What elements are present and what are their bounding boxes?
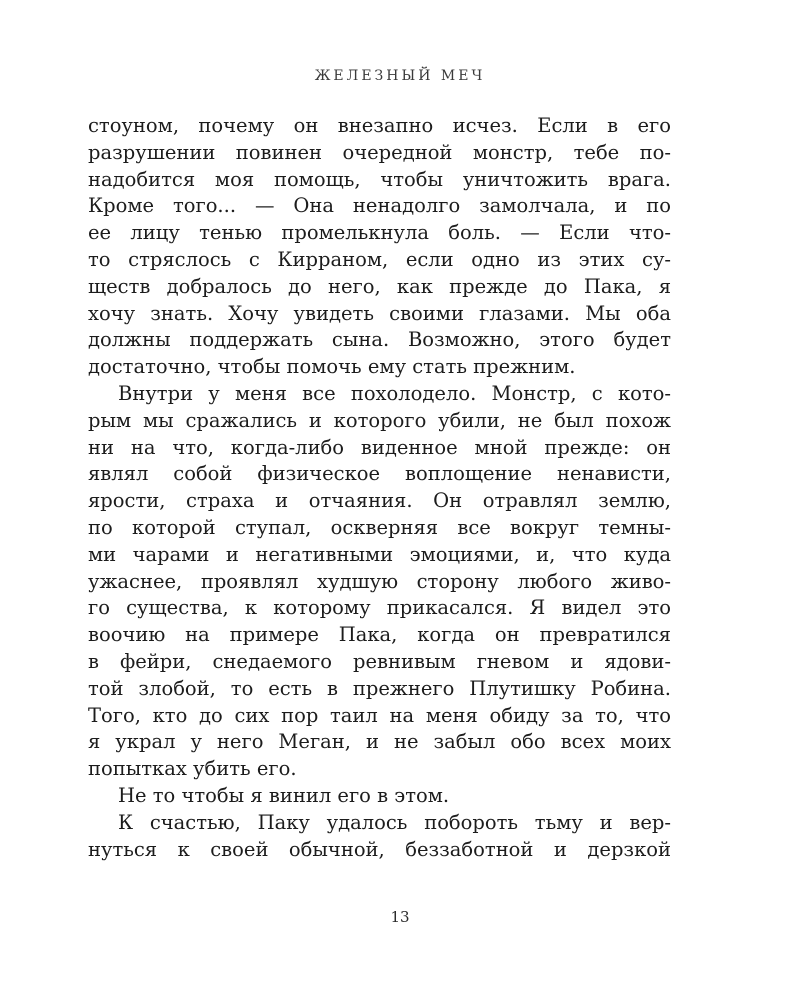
text-line: в фейри, снедаемого ревнивым гневом и ядови-: [88, 649, 671, 673]
text-line: хочу знать. Хочу увидеть своими глазами. Мы оба: [88, 301, 671, 325]
text-line: Кроме того... — Она ненадолго замолчала, и по: [88, 194, 671, 218]
text-line: являл собой физическое воплощение ненависти,: [88, 462, 671, 486]
text-line: должны поддержать сына. Возможно, этого будет: [88, 328, 671, 352]
text-line: рым мы сражались и которого убили, не был похож: [88, 408, 671, 432]
text-line-paragraph-end: достаточно, чтобы помочь ему стать прежним.: [88, 355, 576, 379]
text-line: то стряслось с Кирраном, если одно из этих су-: [88, 247, 671, 271]
text-line: ми чарами и негативными эмоциями, и, что куда: [88, 542, 671, 566]
text-line: надобится моя помощь, чтобы уничтожить врага.: [88, 167, 671, 191]
text-line: го существа, к которому прикасался. Я видел это: [88, 596, 671, 620]
text-line-paragraph-start: К счастью, Паку удалось побороть тьму и вер-: [118, 810, 671, 834]
text-line: воочию на примере Пака, когда он превратился: [88, 623, 671, 647]
running-head-title: ЖЕЛЕЗНЫЙ МЕЧ: [314, 68, 486, 84]
text-line: стоуном, почему он внезапно исчез. Если в его: [88, 114, 671, 137]
text-line: ужаснее, проявлял худшую сторону любого живо-: [88, 569, 671, 593]
text-line: ни на что, когда-либо виденное мной прежде: он: [88, 435, 671, 459]
text-line-paragraph-start: Внутри у меня все похолодело. Монстр, с кото-: [118, 381, 671, 405]
text-line-paragraph-end: попытках убить его.: [88, 757, 297, 781]
text-line: разрушении повинен очередной монстр, тебе по-: [88, 140, 671, 164]
text-line-paragraph: Не то чтобы я винил его в этом.: [118, 783, 450, 807]
text-line: ее лицу тенью промелькнула боль. — Если что-: [88, 221, 671, 245]
text-line: той злобой, то есть в прежнего Плутишку Робина.: [88, 676, 671, 700]
text-line: я украл у него Меган, и не забыл обо всех моих: [88, 730, 671, 754]
text-line: ярости, страха и отчаяния. Он отравлял землю,: [88, 489, 671, 513]
page-number: 13: [390, 908, 410, 926]
text-line: Того, кто до сих пор таил на меня обиду за то, что: [88, 703, 671, 727]
body-text: [88, 113, 671, 863]
text-line: по которой ступал, оскверняя все вокруг темны-: [88, 515, 671, 539]
text-line: ществ добралось до него, как прежде до Пака, я: [88, 274, 671, 298]
text-line: нуться к своей обычной, беззаботной и дерзкой: [88, 837, 671, 861]
